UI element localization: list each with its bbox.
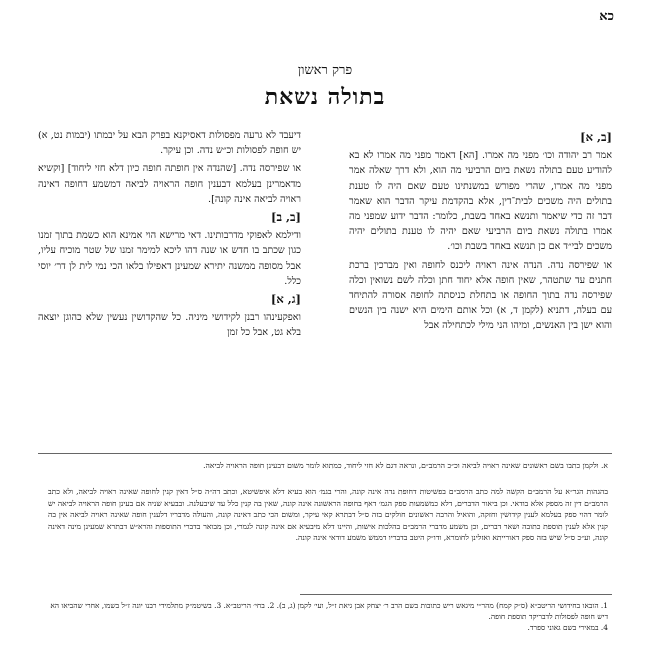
section-marker: [ג, א] xyxy=(270,292,301,307)
paragraph: אמר רב יהודה וכו׳ מפני מה אמרו. [הא] דאמר מפני מה אמרו לא בא להודיע טעם בתולה נשאת ביום הרביעי מה הוא, ולא דרך שאלה אמר מפני מה אמרו, שהרי מפורש במשנתינו טעם שאם היה לו טענת בתולים היה משכים לבית־דין, אלא בהקדמת עיקר הדבר הוא שאמר דבר זה כדי שיאמר ותנשא באחד בשבת, כלומר: הדבר ידוע שמפני מה אמרו בתולה נשאת ביום הרביעי שאם יהיה לו טענת בתולים יהיה משכים לבי״ד אם כן תנשא באחד בשבת וכו׳. xyxy=(349,150,612,253)
paragraph: או שפירסה נדה. הנדה אינה ראויה ליכנס לחופה ואין מברכין ברכת חתנים עד שתטהר, שאין חופה אלא יחוד חתן וכלה לשם נשואין וכלה שפירסה נדה בתוך החופה או בתחלת כניסתה לחופה אסורה להתיחד עם בעלה, דתניא (לקמן ד, א) וכל אותם הימים היא ישנה בין הנשים והוא ישן בין האנשים, ומיהו הני מילי לכתחילה אבל xyxy=(349,259,612,332)
footnote: 1. הובאו בחידושי הריטב״א (ס״ק קמח) מהר״י מיגאש ריש כתובות בשם הרב ר׳ יצחק אבן גיאת ז״ל, ועי׳ לקמן (ג, ב). 2. בחי׳ הריטב״א. 3. בשיטמ״ק מתלמידי רבנו יונה ז״ל בשמו, אחרי שהביאו הא דיש חופה לפסולות לדבריקד תוספת חופה. xyxy=(50,601,608,621)
note-text: בהגהות הגר״א על הרמב״ם הקשה למה כתב הרמב״ם בפשיטות דחופת נדה אינה קונה, והרי בגמ׳ הוא בעיא דלא איפשיטא, וכתב דה״ה ס״ל דאין קנין לחופה שאינה ראויה לביאה, ולא כתב הרמב״ם דין זה מספק אלא בודאי. וכן ביאור הדברים, דלא כמשמעות ספק הגמ׳ דאף בחופה הראשונה אינה קונה, שאין בה קנין כלל עד שיבעלנה. ובבעיא שניה אם בעינן חופה הראויה לביאה יש לומר דהוי ספק בעלמא לענין קידושין וחזקה, והואיל והרבה ראשונים חולקים בזה ס״ל דבתרא קאי עיקר, ומשום הכי כתב דאינה קונה, והעולה מדבריו דלענין חופה שאינה ראויה לביאה אין בה קנין אלא לענין תוספת כתובה ושאר דברים, וכן משמע מדברי הרמב״ם בהלכות אישות, והיינו דלא מיבעיא אם אינה קונה לגמרי, וכן מבואר בדברי התוספות והרא״ש דבתרא שמעינן מינה דאינה קונה, וע״כ ס״ל שיש בזה ספק דאורייתא ואזלינן לחומרא, ודו״ק היטב בדבריו דממש משמע דודאי אינה קונה. xyxy=(48,487,608,543)
paragraph: ואפקעינהו רבנן לקידושי מיניה. כל שהקדושין נעשין שלא כהוגן יוצאה בלא גט, אבל כל זמן xyxy=(38,312,301,339)
section-marker: [ב, ב] xyxy=(271,210,301,225)
note-text: א. ולקמן כתבו בשם ראשונים שאינה ראויה לביאה וכ״כ הרמב״ם, ונראה דגם לא חזי ליחוד, כמתוא לומר משום דבעינן חופה הראויה לביאה. xyxy=(203,461,608,470)
note-a xyxy=(48,460,608,474)
chapter-title: בתולה נשאת xyxy=(264,84,386,110)
chapter-heading: פרק ראשון xyxy=(297,63,353,78)
section-marker: [ב, א] xyxy=(580,130,612,144)
paragraph: דיעבד לא גרעה מפסולות דאסיקנא בפרק הבא על יבמתו (יבמות נט, א) יש חופה לפסולות וכ״ש נדה. וכן עיקר. xyxy=(38,130,301,157)
note-b xyxy=(48,486,608,546)
footnotes xyxy=(48,600,608,633)
paragraph: או שפירסה נדה. [שהנדה אין חופתה חופה כיון דלא חזי ליחוד] [וקשיא מדאמרינן בעלמא דבענין חופה הראויה לביאה דמשמע דחופה דאינה ראויה לביאה אינה קונה]. xyxy=(38,163,301,205)
left-column xyxy=(38,128,301,344)
right-column xyxy=(349,128,612,337)
footnote: 4. במאירי בשם גאוני ספרד. xyxy=(527,623,608,632)
page-number: כא xyxy=(599,9,614,24)
footnotes-divider xyxy=(300,594,612,595)
paragraph: ודילמא לאפוקי מדרבותינו. דאי מרישא הוי אמינא הוא כשמת בתוך זמנו כגון שכתב בו חדש או שנה דהו ליכא למימר זמנו של שטר מוכיח עליו, אבל מסופה ממשנה יתירא שמעינן דאפילו בלאו הכי נמי לית לן דר׳ יוסי כלל. xyxy=(38,230,301,287)
notes-divider xyxy=(38,453,612,454)
